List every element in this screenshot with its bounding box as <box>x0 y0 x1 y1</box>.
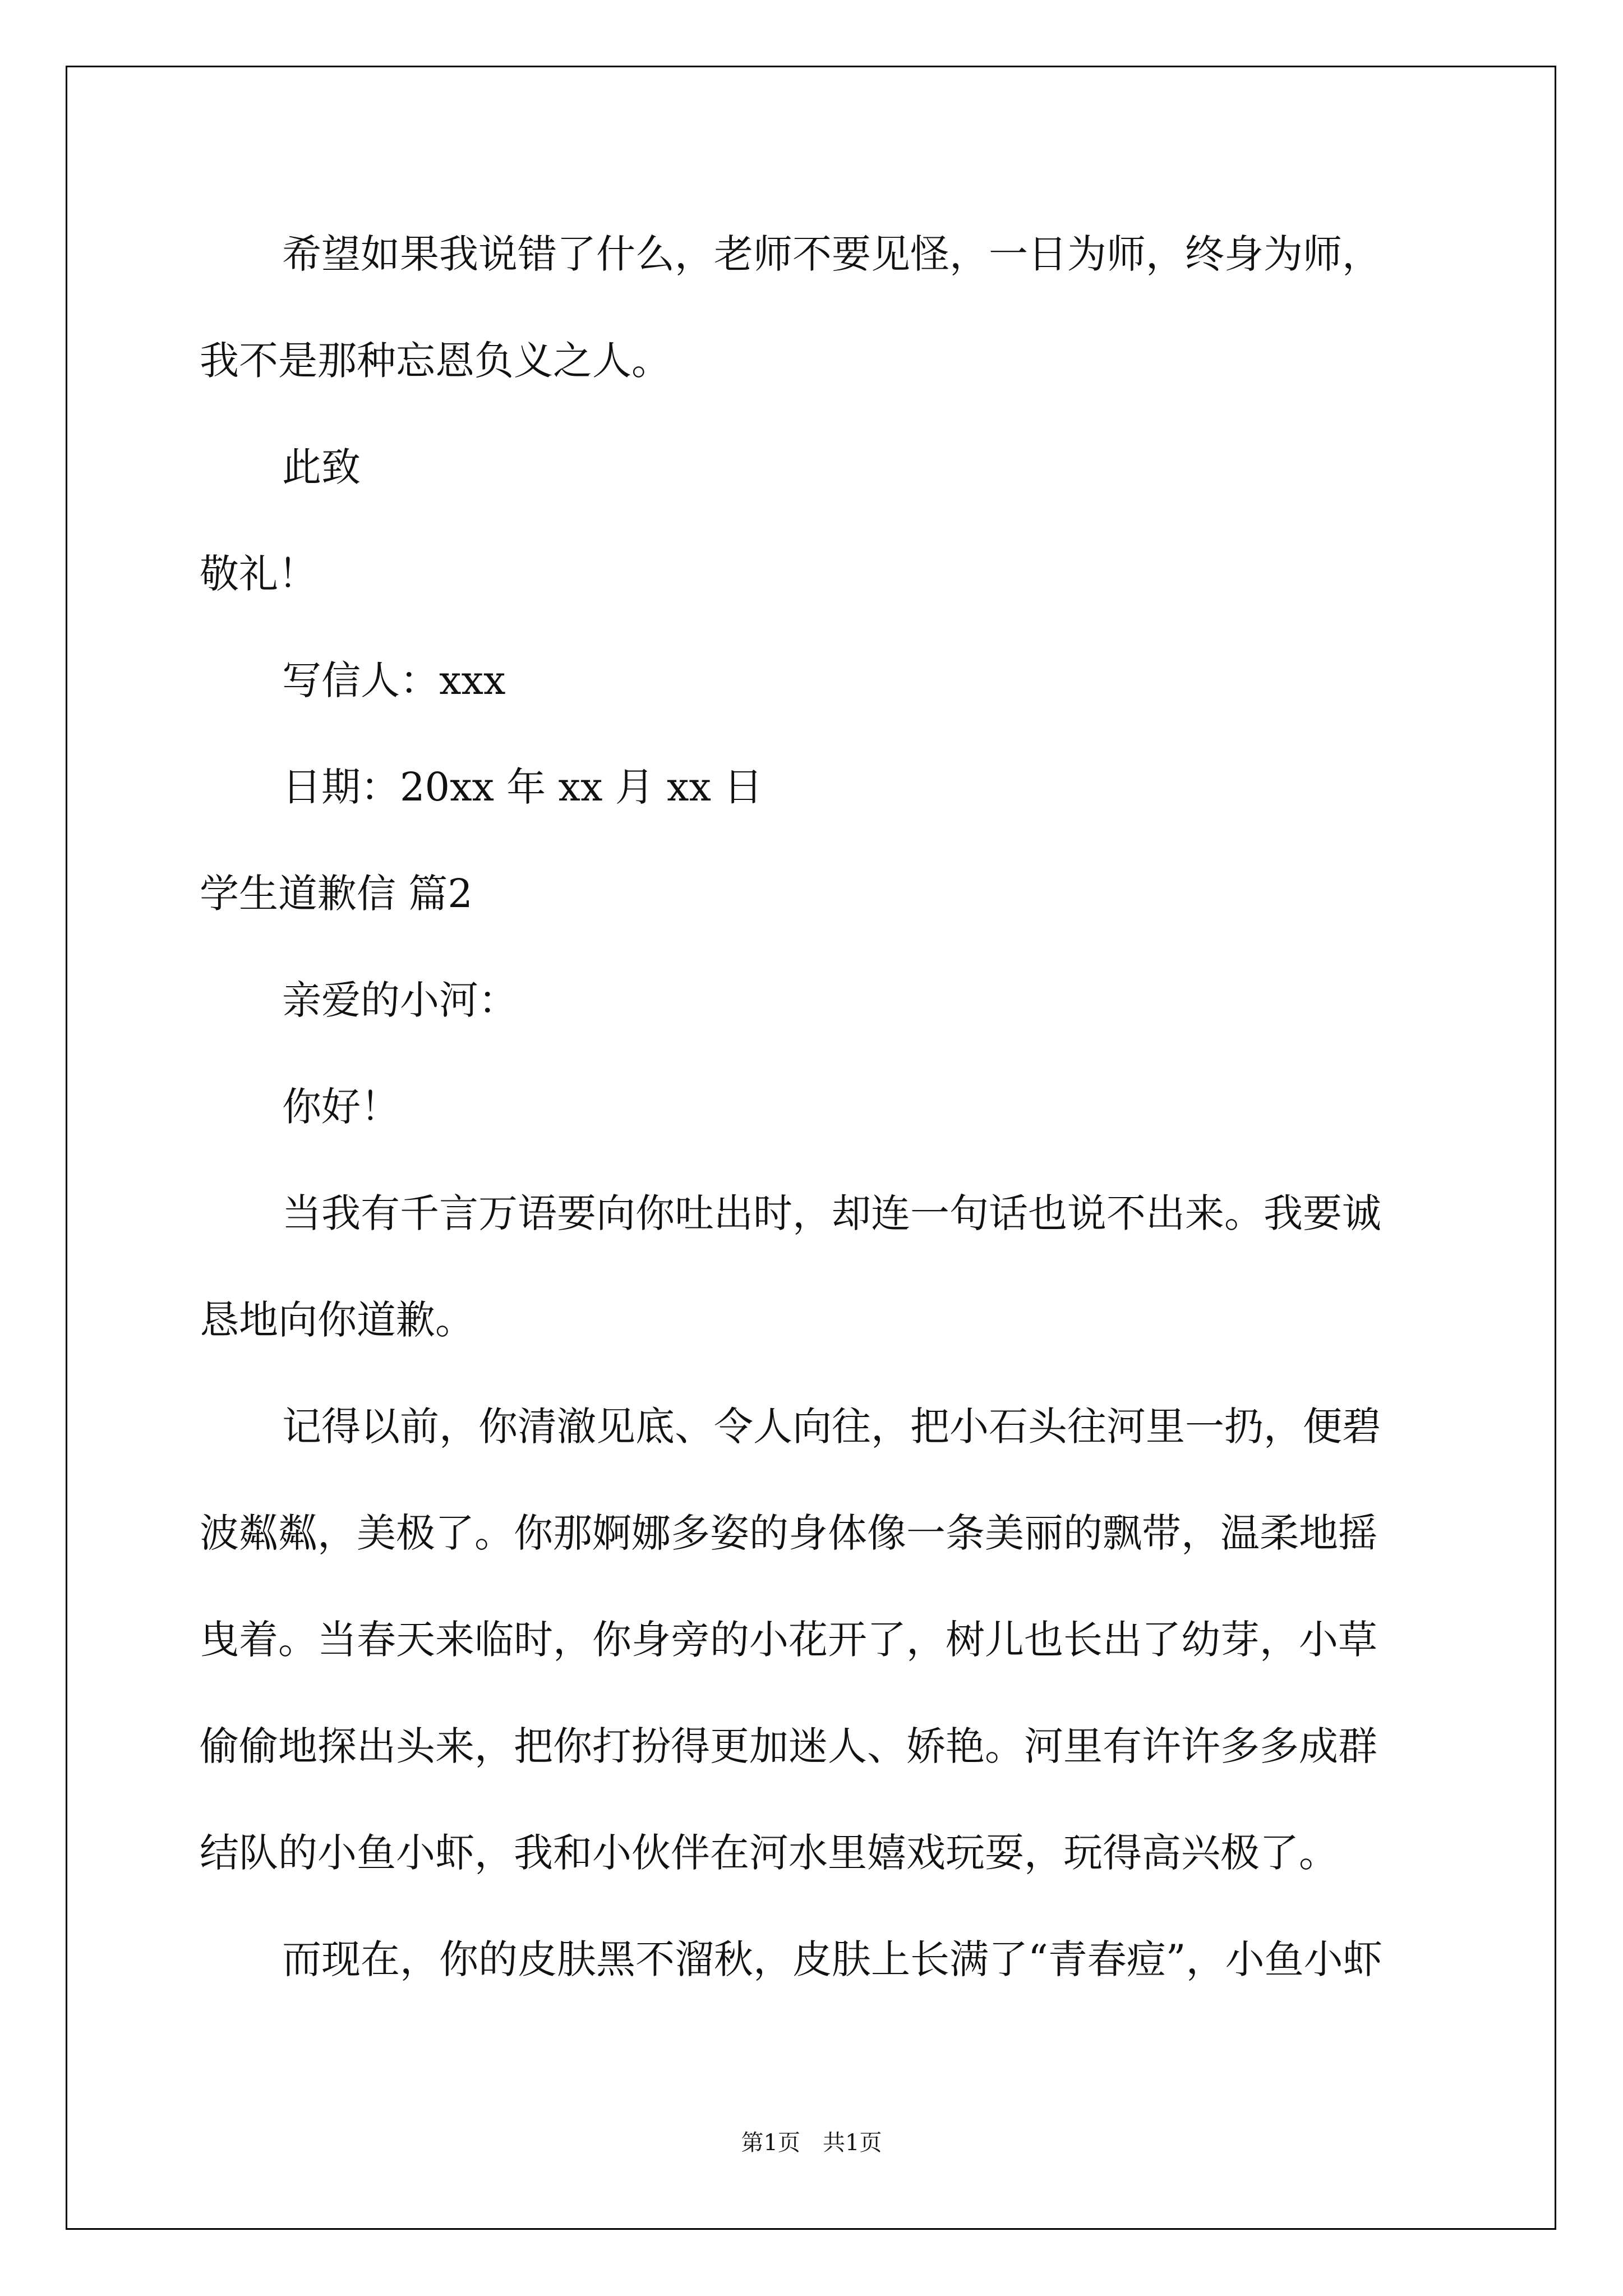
paragraph-line: 曳着。当春天来临时，你身旁的小花开了，树儿也长出了幼芽，小草 <box>200 1617 1377 1663</box>
page-frame <box>66 66 1556 2230</box>
paragraph-line: 希望如果我说错了什么，老师不要见怪，一日为师，终身为师， <box>282 231 1381 277</box>
paragraph-line: 恳地向你道歉。 <box>200 1297 474 1343</box>
section-heading: 学生道歉信 篇2 <box>200 871 473 917</box>
letter-hello: 你好！ <box>282 1084 400 1130</box>
closing-salutation: 此致 <box>282 444 361 490</box>
paragraph-line: 结队的小鱼小虾，我和小伙伴在河水里嬉戏玩耍，玩得高兴极了。 <box>200 1830 1338 1876</box>
paragraph-line: 记得以前，你清澈见底、令人向往，把小石头往河里一扔，便碧 <box>282 1404 1381 1450</box>
paragraph-line: 而现在，你的皮肤黑不溜秋，皮肤上长满了“青春痘”，小鱼小虾 <box>282 1936 1382 1982</box>
paragraph-line: 波粼粼，美极了。你那婀娜多姿的身体像一条美丽的飘带，温柔地摇 <box>200 1510 1377 1556</box>
closing-respect: 敬礼！ <box>200 551 317 597</box>
letter-greeting: 亲爱的小河： <box>282 977 518 1023</box>
paragraph-line: 我不是那种忘恩负义之人。 <box>200 338 671 384</box>
page-footer: 第1页 共1页 <box>741 2130 882 2156</box>
letter-date: 日期：20xx 年 xx 月 xx 日 <box>282 764 763 810</box>
paragraph-line: 当我有千言万语要向你吐出时，却连一句话也说不出来。我要诚 <box>282 1190 1381 1236</box>
paragraph-line: 偷偷地探出头来，把你打扮得更加迷人、娇艳。河里有许许多多成群 <box>200 1723 1377 1769</box>
letter-signer: 写信人：xxx <box>282 657 506 703</box>
